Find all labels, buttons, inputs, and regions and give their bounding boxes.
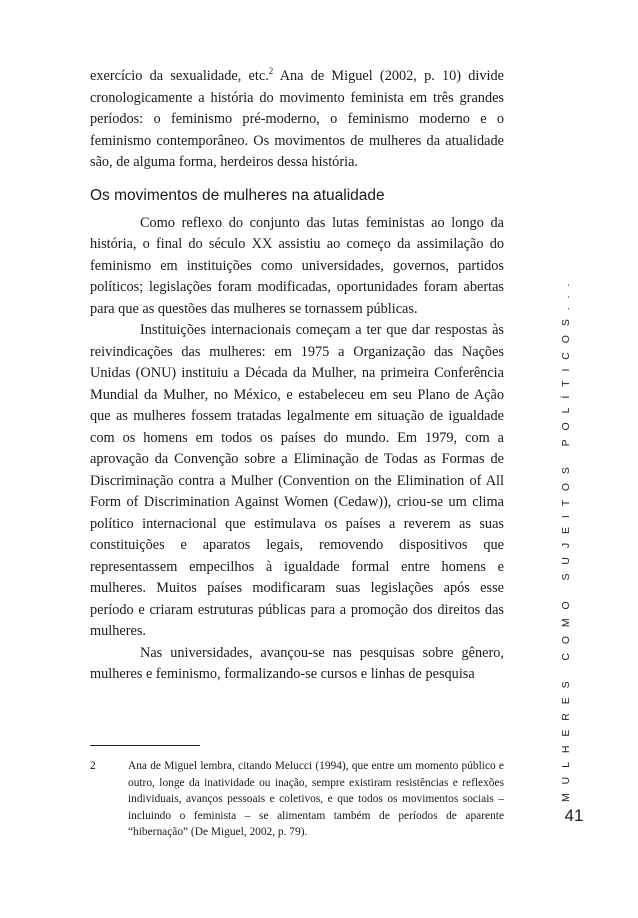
running-title: MULHERES COMO SUJEITOS POLÍTICOS...: [560, 274, 572, 802]
footnote: [90, 758, 504, 841]
main-text: [90, 66, 504, 686]
page-number: 41: [564, 806, 584, 825]
footnote-number: 2: [90, 760, 96, 772]
footnote-text: Ana de Miguel lembra, citando Melucci (1994), que entre um momento público e outro, longe da inatividade ou inação, sempre existiram resistências e reflexões individuais, avanços pessoais e coletivos, e que todos os movimentos sociais – incluindo o feminista – se alimentam também de períodos de aparente “hibernação” (De Miguel, 2002, p. 79).: [128, 760, 504, 839]
paragraph-4: Nas universidades, avançou-se nas pesquisas sobre gênero, mulheres e feminismo, formalizando-se cursos e linhas de pesquisa: [90, 644, 504, 682]
paragraph-1-end: Ana de Miguel (2002, p. 10) divide cronologicamente a história do movimento feminista em três grandes períodos: o feminismo pré-moderno, o feminismo moderno e o feminismo contemporâneo. Os movimentos de mulheres da atualidade são, de alguma forma, herdeiros dessa história.: [90, 68, 504, 170]
paragraph-2: Como reflexo do conjunto das lutas feministas ao longo da história, o final do século XX assistiu ao começo da assimilação do feminismo em instituições como universidades, governos, partidos políticos; legislações foram modificadas, oportunidades foram abertas para que as questões das mulheres se tornassem públicas.: [90, 214, 504, 317]
paragraph-3: Instituições internacionais começam a ter que dar respostas às reivindicações das mulheres: em 1975 a Organização das Nações Unidas (ONU) instituiu a Década da Mulher, na primeira Conferência Mundial da Mulher, no México, e estabeleceu em seu Plano de Ação que as mulheres fossem tratadas legalmente em situação de igualdade com os homens em todos os países do mundo. Em 1979, com a aprovação da Convenção sobre a Eliminação de Todas as Formas de Discriminação contra a Mulher (Convention on the Elimination of All Form of Discrimination Against Women (Cedaw)), criou-se um clima político internacional que estimulava os países a reverem as suas constituições e aparatos legais, removendo dispositivos que representassem empecilhos à igualdade formal entre homens e mulheres. Muitos países modificaram suas legislações após esse período e criaram estruturas públicas para a promoção dos direitos das mulheres.: [90, 322, 504, 639]
paragraph-1: [90, 66, 504, 174]
section-heading: Os movimentos de mulheres na atualidade: [90, 186, 385, 204]
footnote-reference: 2: [268, 66, 274, 77]
footnote-divider: [90, 745, 200, 746]
paragraph-1-start: exercício da sexualidade, etc.: [90, 68, 269, 84]
